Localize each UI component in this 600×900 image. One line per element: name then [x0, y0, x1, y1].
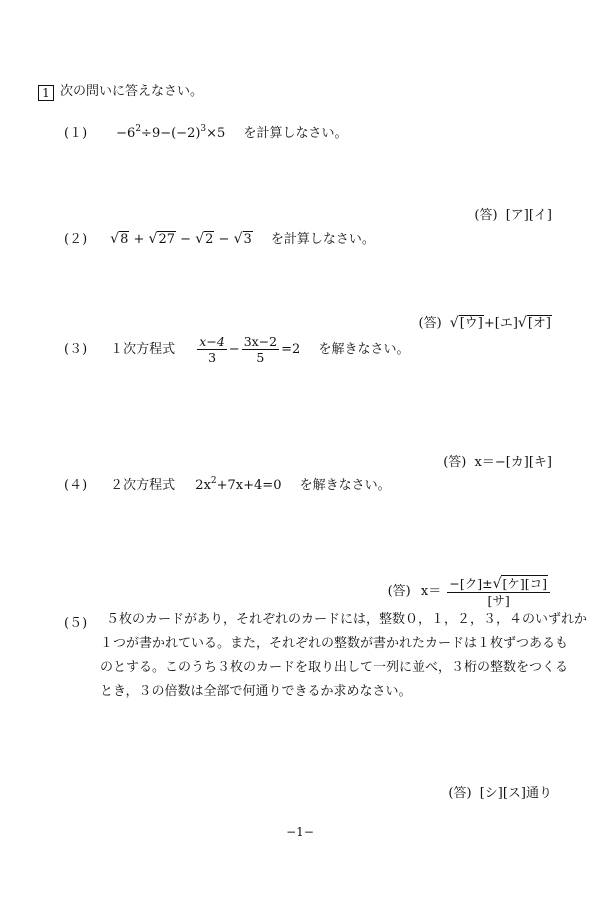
answer-2 — [419, 312, 553, 331]
answer-2-root-2: √[オ] — [517, 315, 551, 331]
question-3-instruction: を解きなさい。 — [318, 342, 410, 357]
q3-fraction-1: $\frac{x-4}{3}$ — [199, 334, 225, 365]
answer-4-root: √[ケ][コ] — [492, 576, 547, 592]
answer-2-root-1: √[ウ] — [449, 315, 483, 331]
question-2-instruction: を計算しなさい。 — [270, 232, 375, 247]
question-3-title: １次方程式 — [110, 342, 176, 357]
q3-minus: − — [228, 342, 240, 357]
answer-1-blanks: [ア][イ] — [505, 208, 552, 223]
question-1 — [64, 122, 347, 141]
q1-exp-b: 3 — [200, 124, 207, 134]
q2-root-4: √3 — [233, 231, 252, 247]
answer-4-denominator: [サ] — [487, 593, 510, 608]
q2-root-3: √2 — [195, 231, 214, 247]
question-4 — [64, 474, 391, 493]
section-heading-text: 次の問いに答えなさい。 — [60, 84, 204, 99]
answer-4 — [388, 576, 552, 608]
question-2-label: (２) — [64, 232, 88, 247]
q3-rhs: =2 — [281, 342, 301, 357]
question-4-equation — [195, 478, 285, 493]
q1-term-b: ÷9−(−2) — [141, 126, 201, 141]
question-5-label: (５) — [64, 616, 88, 631]
question-5-line-1: ５枚のカードがあり，それぞれのカードには，整数０，１，２，３，４のいずれか — [106, 612, 588, 627]
answer-3 — [443, 451, 552, 470]
question-3-label: (３) — [64, 342, 88, 357]
question-5-line-4: とき，３の倍数は全部で何通りできるか求めなさい。 — [100, 684, 412, 699]
question-4-instruction: を解きなさい。 — [299, 478, 391, 493]
answer-2-middle: +[エ] — [483, 316, 518, 331]
answer-2-prefix: (答) — [418, 316, 442, 331]
q4-term-b: +7x+4=0 — [216, 478, 282, 493]
answer-1-prefix: (答) — [474, 208, 498, 223]
question-2 — [64, 228, 375, 247]
question-3 — [64, 332, 409, 368]
q4-exp: 2 — [210, 476, 217, 486]
answer-3-prefix: (答) — [443, 455, 467, 470]
answer-4-prefix: (答) — [387, 584, 411, 599]
section-number-box: 1 — [38, 85, 54, 101]
q2-op-3: − — [218, 232, 230, 247]
answer-5-prefix: (答) — [448, 786, 472, 801]
question-1-label: (１) — [64, 126, 88, 141]
question-5-line-3: のとする。このうち３枚のカードを取り出して一列に並べ，３桁の整数をつくる — [100, 660, 569, 675]
question-3-equation — [195, 334, 304, 365]
question-4-title: ２次方程式 — [110, 478, 176, 493]
answer-1 — [474, 204, 552, 223]
q3-fraction-2: $\frac{3x-2}{5}$ — [243, 334, 278, 365]
question-1-instruction: を計算しなさい。 — [243, 126, 348, 141]
q2-op-2: − — [180, 232, 192, 247]
q1-term-a: −6 — [116, 126, 136, 141]
answer-4-fraction — [447, 576, 550, 608]
q2-root-1: √8 — [110, 231, 129, 247]
q2-root-2: √27 — [148, 231, 175, 247]
question-2-expression — [110, 232, 257, 247]
q2-op-1: + — [133, 232, 145, 247]
question-1-expression — [116, 126, 229, 141]
page-number: −1− — [286, 825, 314, 839]
question-4-label: (４) — [64, 478, 88, 493]
answer-5-blanks: [シ][ス]通り — [479, 786, 552, 801]
question-5-line-2: １つが書かれている。また，それぞれの整数が書かれたカードは１枚ずつあるも — [100, 636, 569, 651]
answer-5 — [448, 782, 552, 801]
q1-exp-a: 2 — [135, 124, 142, 134]
answer-4-x: x＝ — [420, 584, 442, 599]
q4-term-a: 2x — [195, 478, 211, 493]
answer-3-blanks: x＝−[カ][キ] — [474, 455, 552, 470]
section-heading — [38, 80, 203, 101]
answer-4-numerator-a: −[ク]± — [449, 576, 493, 591]
question-5-text — [100, 608, 588, 704]
q1-term-c: ×5 — [206, 126, 226, 141]
